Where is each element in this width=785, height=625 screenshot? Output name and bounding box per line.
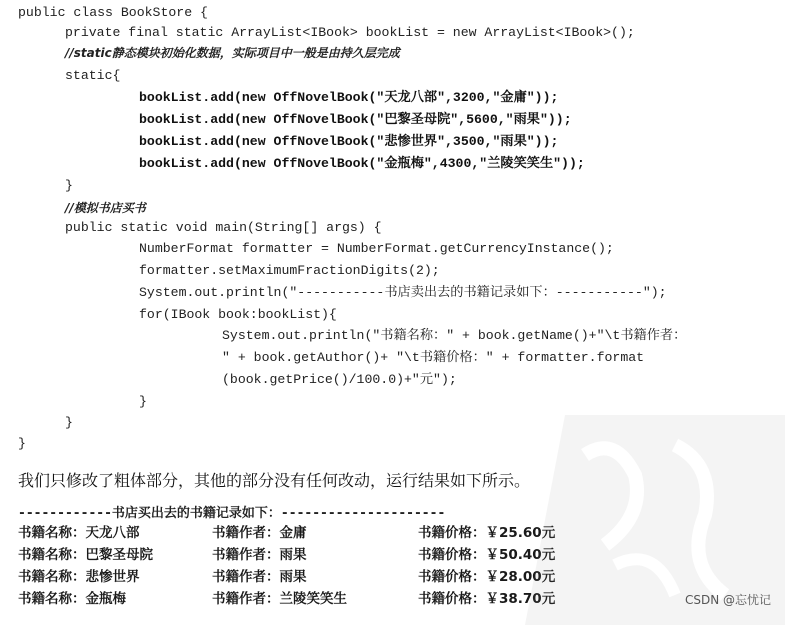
book-author: 书籍作者：兰陵笑笑生 <box>212 591 347 607</box>
book-name: 书籍名称：悲惨世界 <box>18 569 140 585</box>
book-author: 书籍作者：金庸 <box>212 525 307 541</box>
code-line: } <box>18 436 26 451</box>
book-name: 书籍名称：天龙八部 <box>18 525 140 541</box>
code-line: (book.getPrice()/100.0)+"元"); <box>222 372 457 387</box>
code-comment: //static静态模块初始化数据，实际项目中一般是由持久层完成 <box>65 46 400 60</box>
book-author: 书籍作者：雨果 <box>212 569 307 585</box>
code-line-bold: bookList.add(new OffNovelBook("巴黎圣母院",5600,"雨果")); <box>139 112 572 127</box>
code-line: } <box>65 178 73 193</box>
code-line-bold: bookList.add(new OffNovelBook("悲惨世界",3500,"雨果")); <box>139 134 559 149</box>
book-name: 书籍名称：金瓶梅 <box>18 591 126 607</box>
code-line: " + book.getAuthor()+ "\t书籍价格：" + formatter.format <box>222 350 645 365</box>
book-price: 书籍价格：￥50.40元 <box>418 547 556 563</box>
code-comment: //模拟书店买书 <box>65 201 146 215</box>
body-paragraph: 我们只修改了粗体部分，其他的部分没有任何改动，运行结果如下所示。 <box>18 471 531 490</box>
code-line: System.out.println("-----------书店卖出去的书籍记录如下：-----------"); <box>139 285 667 300</box>
code-line: public static void main(String[] args) { <box>65 220 382 235</box>
code-line: } <box>65 415 73 430</box>
book-author: 书籍作者：雨果 <box>212 547 307 563</box>
output-header: ------------书店买出去的书籍记录如下：--------------------- <box>18 506 446 521</box>
csdn-credit: CSDN @忘忧记 <box>684 593 771 607</box>
book-price: 书籍价格：￥28.00元 <box>418 569 556 585</box>
code-line-bold: bookList.add(new OffNovelBook("金瓶梅",4300,"兰陵笑笑生")); <box>139 156 585 171</box>
code-line: static{ <box>65 68 121 83</box>
code-line: System.out.println("书籍名称：" + book.getName()+"\t书籍作者： <box>222 328 687 343</box>
code-line: } <box>139 394 147 409</box>
code-line: formatter.setMaximumFractionDigits(2); <box>139 263 440 278</box>
book-price: 书籍价格：￥25.60元 <box>418 525 556 541</box>
code-line: NumberFormat formatter = NumberFormat.getCurrencyInstance(); <box>139 241 614 256</box>
code-line: public class BookStore { <box>18 5 208 20</box>
code-line: private final static ArrayList<IBook> bookList = new ArrayList<IBook>(); <box>65 25 635 40</box>
code-line-bold: bookList.add(new OffNovelBook("天龙八部",3200,"金庸")); <box>139 90 559 105</box>
book-name: 书籍名称：巴黎圣母院 <box>18 547 153 563</box>
book-price: 书籍价格：￥38.70元 <box>418 591 556 607</box>
code-line: for(IBook book:bookList){ <box>139 307 337 322</box>
